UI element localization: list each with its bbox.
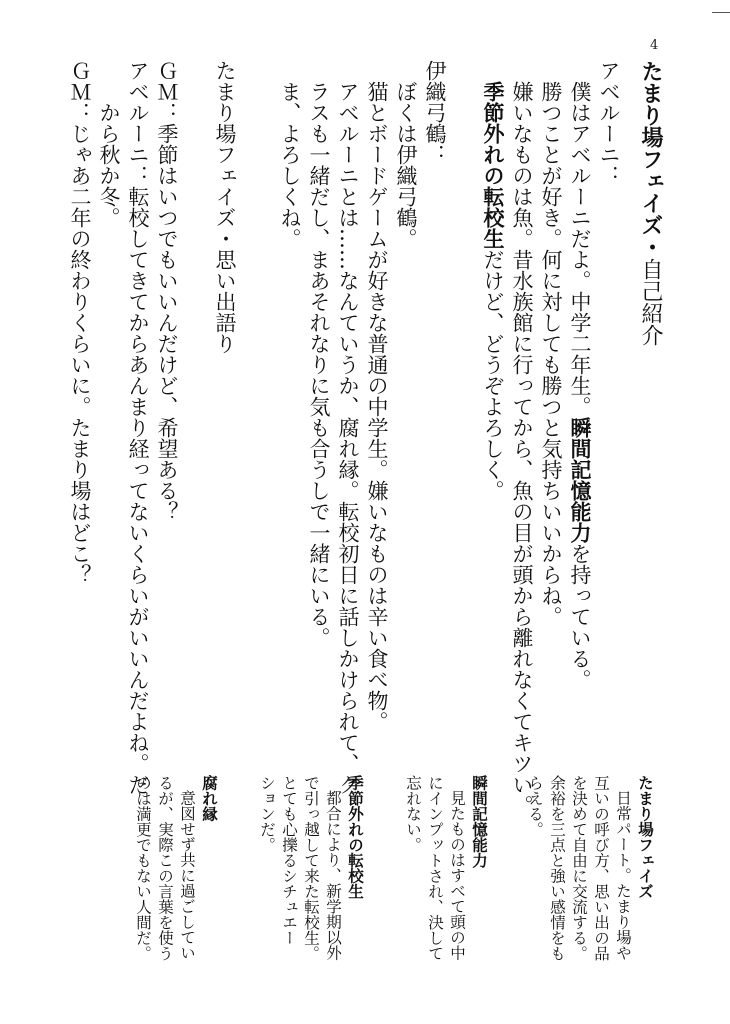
dialogue-line: 勝つことが好き。何に対しても勝つと気持ちいいからね。 <box>539 81 563 627</box>
note-title: 瞬間記憶能力 <box>470 775 488 868</box>
dialogue-line: から秋か冬。 <box>97 102 121 228</box>
note-title: たまり場フェイズ <box>636 775 654 899</box>
dialogue-line: ラスも一緒だし、まあそれなりに気も合うしで一緒にいる。 <box>307 81 331 648</box>
dialogue-line: 嫌いなものは魚。昔水族館に行ってから、魚の目が頭から離れなくてキツい。 <box>510 81 534 816</box>
dialogue-line: ま、よろしくね。 <box>278 81 302 249</box>
note-title: 季節外れの転校生 <box>346 775 364 899</box>
glossary-note: 瞬間記憶能力 見たものはすべて頭の中 にインプットされ、決して 忘れない。 <box>404 775 488 961</box>
crop-mark <box>712 12 730 13</box>
section-heading-self-intro: たまり場フェイズ・自己紹介 <box>638 60 663 346</box>
glossary-note: 季節外れの転校生 都合により、新学期以外 で引っ越して来た転校生。 とても心擽るシチュエー ションだ。 <box>258 775 364 961</box>
glossary-note: たまり場フェイズ 日常パート。たまり場や 互いの呼び方、思い出の品 を決めて自由に交流する。 余裕を三点と強い感情をも らえる。 <box>526 775 654 961</box>
dialogue-line: ＧＭ：季節はいつでもいいんだけど、希望ある？ <box>155 60 179 522</box>
dialogue-line: 季節外れの転校生だけど、どうぞよろしく。 <box>481 81 505 501</box>
dialogue-line: アベルーニとは……なんていうか、腐れ縁。転校初日に話しかけられて、ク <box>336 81 360 795</box>
dialogue-line: ぼくは伊織弓鶴。 <box>394 81 418 249</box>
dialogue-line: アベルーニ：転校してきてからあんまり経ってないくらいがいいんだよね。だ <box>126 60 150 795</box>
page-number: 4 <box>650 38 659 53</box>
dialogue-line: 僕はアベルーニだよ。中学二年生。瞬間記憶能力を持っている。 <box>568 81 592 690</box>
speaker-label: アベルーニ： <box>597 60 621 186</box>
dialogue-line: ＧＭ：じゃあ二年の終わりくらいに。たまり場はどこ？ <box>68 60 92 585</box>
dialogue-line: 猫とボードゲームが好きな普通の中学生。嫌いなものは辛い食べ物。 <box>365 81 389 732</box>
section-heading-memories: たまり場フェイズ・思い出語り <box>213 60 237 354</box>
glossary-note: 腐れ縁 意図せず共に過ごしてい るが、実際この言葉を使う のは満更でもない人間だ。 <box>134 775 218 961</box>
note-title: 腐れ縁 <box>200 775 218 822</box>
speaker-label: 伊織弓鶴： <box>423 60 447 165</box>
